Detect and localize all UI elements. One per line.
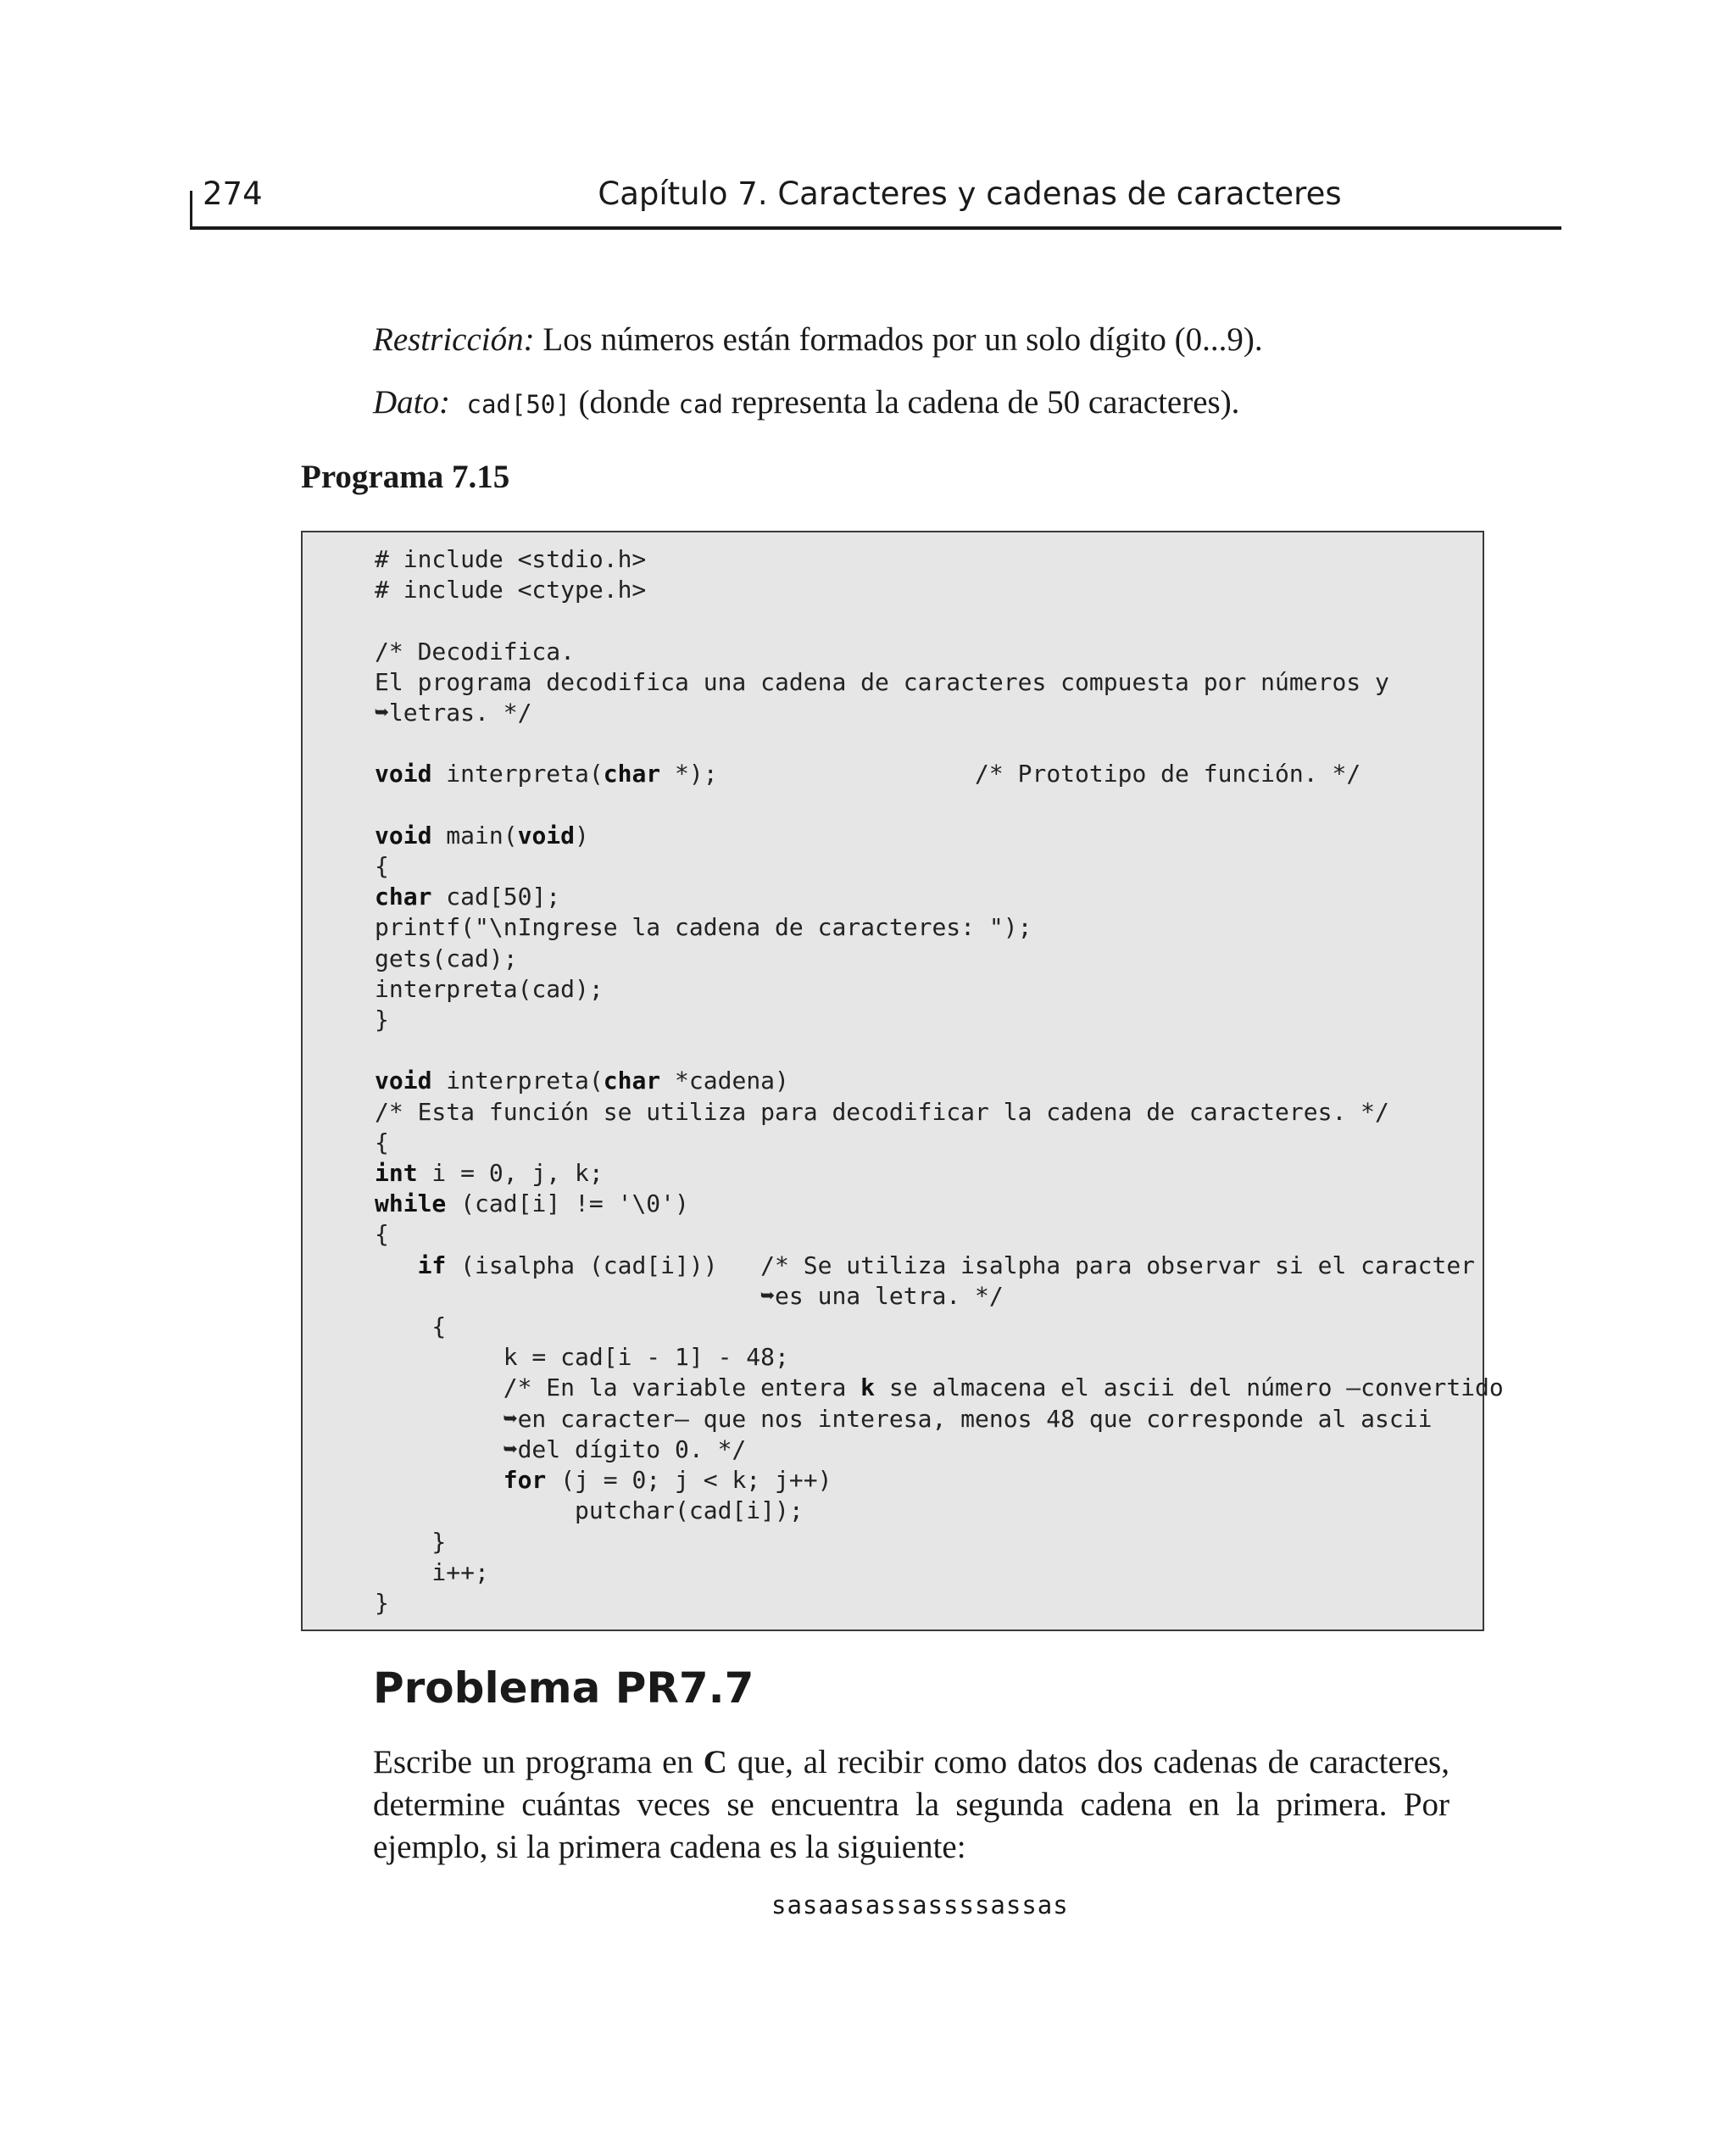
- code-line: El programa decodifica una cadena de caracteres compuesta por números y: [375, 667, 1389, 696]
- dato-text-1: (donde: [570, 384, 679, 421]
- code-line: # include <ctype.h>: [375, 576, 647, 604]
- problem-title: Problema PR7.7: [373, 1663, 754, 1713]
- header-rule: [190, 226, 1561, 230]
- dato-code-cad50: cad[50]: [466, 390, 570, 419]
- code-line: /* Esta función se utiliza para decodificar la cadena de caracteres. */: [375, 1097, 1389, 1126]
- program-title: Programa 7.15: [301, 459, 510, 495]
- code-line: void main(void): [375, 821, 589, 850]
- code-line: {: [375, 1220, 389, 1249]
- page-header: [190, 174, 1561, 228]
- code-line: }: [375, 1527, 447, 1556]
- code-line: {: [375, 852, 389, 881]
- code-line: char cad[50];: [375, 883, 561, 911]
- code-listing-box: [301, 531, 1504, 1631]
- dato-code-cad: cad: [678, 390, 723, 419]
- restriccion-label: Restricción:: [373, 321, 535, 358]
- code-line: i++;: [375, 1557, 489, 1586]
- code-line: {: [375, 1312, 447, 1341]
- problem-text-language: C: [703, 1744, 727, 1780]
- code-line: gets(cad);: [375, 944, 518, 972]
- restriccion-text: Los números están formados por un solo dígito (0...9).: [534, 321, 1263, 358]
- code-line: /* En la variable entera k se almacena el ascii del número —convertido: [375, 1373, 1504, 1402]
- code-line: interpreta(cad);: [375, 974, 604, 1003]
- code-line: }: [375, 1588, 389, 1617]
- code-line: # include <stdio.h>: [375, 545, 647, 573]
- code-line: if (isalpha (cad[i])) /* Se utiliza isalpha para observar si el caracter: [417, 1251, 1476, 1279]
- dato-paragraph: [373, 382, 1239, 426]
- restriccion-paragraph: [373, 319, 1263, 361]
- page-number: 274: [203, 175, 263, 212]
- code-line: printf("\nIngrese la cadena de caracteres: ");: [375, 913, 1032, 942]
- dato-text-2: representa la cadena de 50 caracteres).: [722, 384, 1240, 421]
- code-line: ➥en caracter— que nos interesa, menos 48 que corresponde al ascii: [375, 1404, 1433, 1433]
- code-line: void interpreta(char *cadena): [375, 1067, 789, 1095]
- code-line: {: [375, 1128, 389, 1156]
- code-line: putchar(cad[i]);: [375, 1496, 804, 1525]
- code-line: }: [375, 1006, 389, 1034]
- header-corner-mark: [190, 191, 192, 230]
- code-line: ➥letras. */: [375, 699, 532, 727]
- code-line: k = cad[i - 1] - 48;: [375, 1343, 789, 1372]
- code-line: ➥del dígito 0. */: [375, 1435, 747, 1463]
- code-line: void interpreta(char *); /* Prototipo de función. */: [375, 760, 1361, 788]
- code-listing: [375, 544, 1504, 1618]
- code-line: for (j = 0; j < k; j++): [503, 1466, 832, 1495]
- code-line: int i = 0, j, k;: [375, 1159, 604, 1188]
- dato-label: Dato:: [373, 384, 450, 421]
- code-line: while (cad[i] != '\0'): [375, 1189, 689, 1218]
- code-line: ➥es una letra. */: [375, 1281, 1004, 1310]
- chapter-title: Capítulo 7. Caracteres y cadenas de caracteres: [598, 175, 1342, 212]
- problem-text-1: Escribe un programa en: [373, 1744, 704, 1780]
- problem-statement: [373, 1741, 1449, 1869]
- code-line: /* Decodifica.: [375, 637, 576, 666]
- problem-text-2: que, al recibir como datos dos cadenas de caracteres, determine cuántas veces se encuentra la segunda cadena en la primera. Por ejemplo, si la primera cadena es la siguiente:: [373, 1744, 1449, 1865]
- example-string: sasaasassassssassas: [771, 1891, 1069, 1919]
